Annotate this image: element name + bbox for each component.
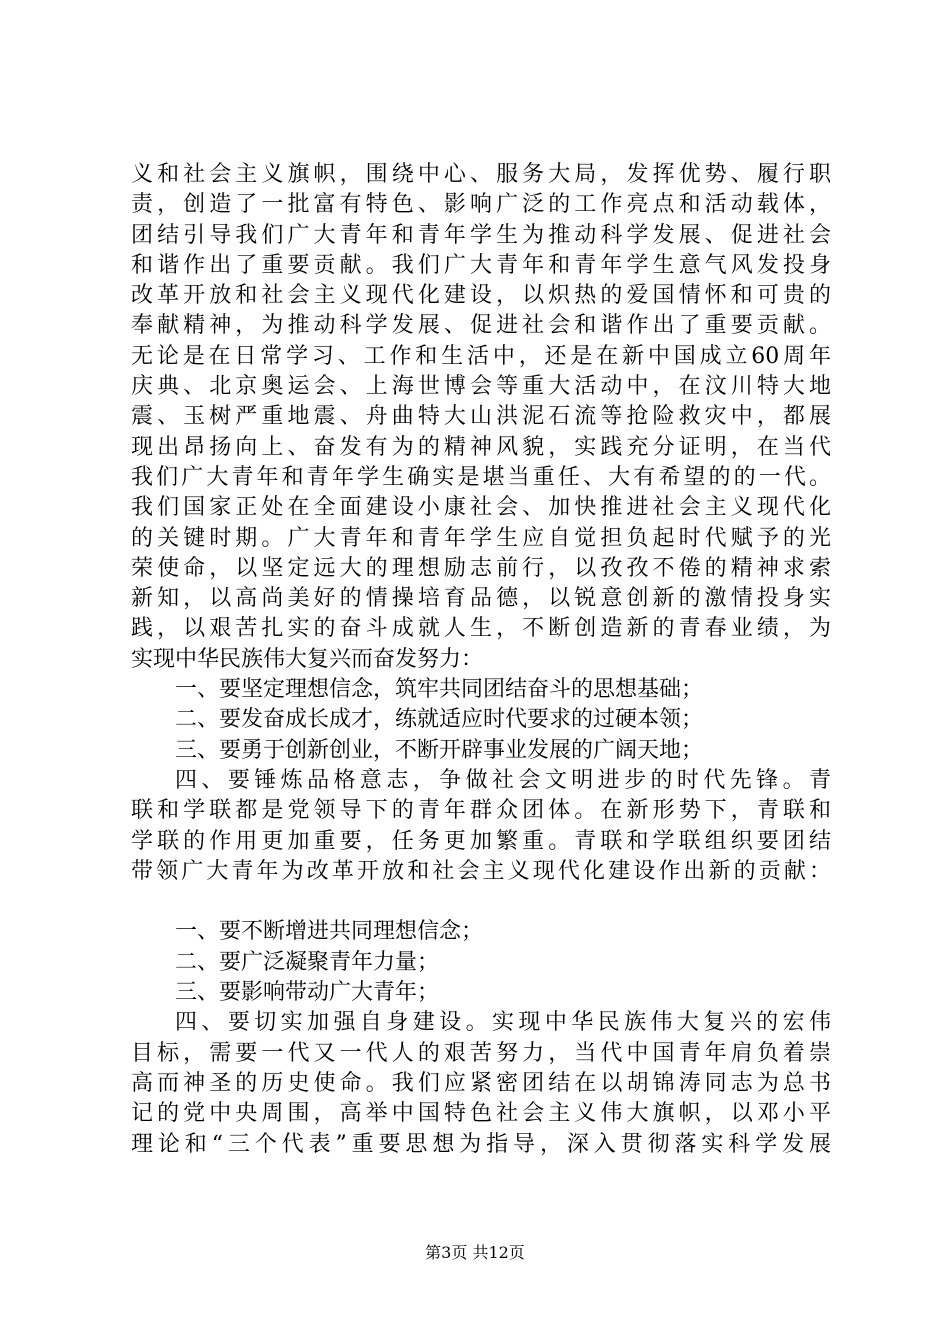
text-line: 现出昂扬向上、奋发有为的精神风貌，实践充分证明，在当代 — [131, 434, 831, 460]
text-line: 和谐作出了重要贡献。我们广大青年和青年学生意气风发投身 — [131, 252, 831, 278]
text-line: 我们国家正处在全面建设小康社会、加快推进社会主义现代化 — [131, 495, 831, 521]
text-line: 新知，以高尚美好的情操培育品德，以锐意创新的激情投身实 — [131, 586, 831, 612]
text-line: 二、要广泛凝聚青年力量； — [175, 949, 440, 975]
text-line: 联和学联都是党领导下的青年群众团体。在新形势下，青联和 — [131, 798, 831, 824]
text-line: 无论是在日常学习、工作和生活中，还是在新中国成立60周年 — [131, 343, 831, 369]
text-line: 三、要影响带动广大青年； — [175, 980, 440, 1006]
text-line: 目标，需要一代又一代人的艰苦努力，当代中国青年肩负着崇 — [131, 1040, 831, 1066]
text-line: 一、要不断增进共同理想信念； — [175, 919, 484, 945]
text-line: 团结引导我们广大青年和青年学生为推动科学发展、促进社会 — [131, 222, 831, 248]
text-line: 责，创造了一批富有特色、影响广泛的工作亮点和活动载体， — [131, 192, 831, 218]
text-line: 高而神圣的历史使命。我们应紧密团结在以胡锦涛同志为总书 — [131, 1070, 831, 1096]
text-line: 一、要坚定理想信念，筑牢共同团结奋斗的思想基础； — [175, 677, 704, 703]
text-line: 理论和“三个代表”重要思想为指导，深入贯彻落实科学发展 — [131, 1131, 831, 1157]
text-line: 三、要勇于创新创业，不断开辟事业发展的广阔天地； — [175, 737, 704, 763]
page-footer: 第3页 共12页 — [425, 1243, 525, 1262]
document-body — [131, 160, 831, 1160]
text-line: 四、要切实加强自身建设。实现中华民族伟大复兴的宏伟 — [175, 1010, 831, 1036]
text-line: 带领广大青年为改革开放和社会主义现代化建设作出新的贡献： — [131, 858, 831, 884]
text-line: 改革开放和社会主义现代化建设，以炽热的爱国情怀和可贵的 — [131, 283, 831, 309]
text-line: 记的党中央周围，高举中国特色社会主义伟大旗帜，以邓小平 — [131, 1101, 831, 1127]
text-line: 荣使命，以坚定远大的理想励志前行，以孜孜不倦的精神求索 — [131, 555, 831, 581]
text-line: 学联的作用更加重要，任务更加繁重。青联和学联组织要团结 — [131, 828, 831, 854]
text-line: 奉献精神，为推动科学发展、促进社会和谐作出了重要贡献。 — [131, 313, 831, 339]
text-line: 庆典、北京奥运会、上海世博会等重大活动中，在汶川特大地 — [131, 374, 831, 400]
text-line: 四、要锤炼品格意志，争做社会文明进步的时代先锋。青 — [175, 767, 831, 793]
blank-line — [131, 887, 831, 917]
text-line: 二、要发奋成长成才，练就适应时代要求的过硬本领； — [175, 707, 704, 733]
text-line: 我们广大青年和青年学生确实是堪当重任、大有希望的的一代。 — [131, 464, 831, 490]
text-line: 实现中华民族伟大复兴而奋发努力： — [131, 646, 484, 672]
text-line: 践，以艰苦扎实的奋斗成就人生，不断创造新的青春业绩，为 — [131, 616, 831, 642]
text-line: 的关键时期。广大青年和青年学生应自觉担负起时代赋予的光 — [131, 525, 831, 551]
text-line: 震、玉树严重地震、舟曲特大山洪泥石流等抢险救灾中，都展 — [131, 404, 831, 430]
text-line: 义和社会主义旗帜，围绕中心、服务大局，发挥优势、履行职 — [131, 162, 831, 187]
